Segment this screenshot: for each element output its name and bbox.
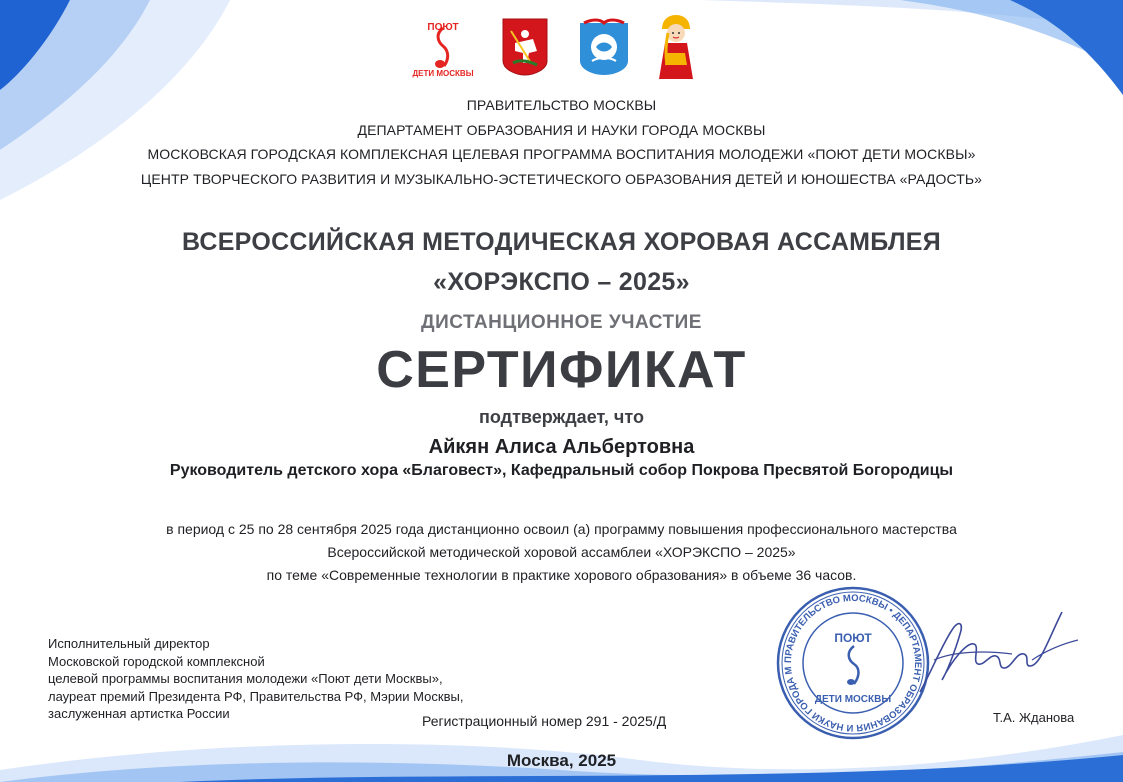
organization-line: ДЕПАРТАМЕНТ ОБРАЗОВАНИЯ И НАУКИ ГОРОДА МОСКВЫ <box>357 121 766 138</box>
participation-type: ДИСТАНЦИОННОЕ УЧАСТИЕ <box>421 312 702 333</box>
event-title-line2: «ХОРЭКСПО – 2025» <box>433 268 690 296</box>
event-title-line1: ВСЕРОССИЙСКАЯ МЕТОДИЧЕСКАЯ ХОРОВАЯ АССАМБЛЕЯ <box>181 228 942 256</box>
organization-line: МОСКОВСКАЯ ГОРОДСКАЯ КОМПЛЕКСНАЯ ЦЕЛЕВАЯ ПРОГРАММА ВОСПИТАНИЯ МОЛОДЕЖИ «ПОЮТ ДЕТИ МОСКВЫ» <box>147 146 976 162</box>
position-line: лауреат премий Президента РФ, Правительства РФ, Мэрии Москвы, <box>48 688 464 704</box>
certificate-body <box>0 518 1123 587</box>
recipient-name: Айкян Алиса Альбертовна <box>428 436 695 458</box>
position-line: целевой программы воспитания молодежи «Поют дети Москвы», <box>48 671 443 686</box>
signatory-name: Т.А. Жданова <box>993 710 1075 725</box>
svg-text:ПРАВИТЕЛЬСТВО МОСКВЫ • ДЕПАРТА: ПРАВИТЕЛЬСТВО МОСКВЫ • ДЕПАРТАМЕНТ ОБРАЗОВАНИЯ И НАУКИ ГОРОДА М <box>782 592 924 734</box>
pyut-deti-moskvy-logo-icon <box>410 16 476 78</box>
body-line: по теме «Современные технологии в практике хорового образования» в объеме 36 часов. <box>266 567 857 583</box>
svg-text:ДЕТИ МОСКВЫ: ДЕТИ МОСКВЫ <box>412 69 474 78</box>
moscow-coat-of-arms-icon <box>501 17 549 77</box>
organization-line: ПРАВИТЕЛЬСТВО МОСКВЫ <box>466 97 657 113</box>
body-line: в период с 25 по 28 сентября 2025 года дистанционно освоил (а) программу повышения профессионального мастерства <box>166 521 957 537</box>
radost-doll-logo-icon <box>657 13 695 81</box>
organization-list <box>0 93 1123 191</box>
svg-text:ПОЮТ: ПОЮТ <box>834 631 872 645</box>
registration-number: Регистрационный номер 291 - 2025/Д <box>422 713 667 729</box>
position-line: Московской городской комплексной <box>48 653 265 669</box>
recipient-role: Руководитель детского хора «Благовест», Кафедральный собор Покрова Пресвятой Богородицы <box>169 462 954 479</box>
body-line: Всероссийской методической хоровой ассамблеи «ХОРЭКСПО – 2025» <box>327 544 796 560</box>
handwritten-signature <box>912 600 1082 705</box>
signatory-position <box>48 635 463 723</box>
round-seal-stamp-icon <box>774 584 932 742</box>
education-department-logo-icon <box>578 17 630 77</box>
position-line: заслуженная артистка России <box>48 706 230 721</box>
svg-text:ПОЮТ: ПОЮТ <box>427 22 459 33</box>
certificate-heading: СЕРТИФИКАТ <box>376 341 747 399</box>
city-year: Москва, 2025 <box>506 751 617 770</box>
position-line: Исполнительный директор <box>48 636 210 651</box>
svg-text:ДЕТИ МОСКВЫ: ДЕТИ МОСКВЫ <box>814 694 892 705</box>
confirms-text: подтверждает, что <box>479 407 644 427</box>
organization-line: ЦЕНТР ТВОРЧЕСКОГО РАЗВИТИЯ И МУЗЫКАЛЬНО-ЭСТЕТИЧЕСКОГО ОБРАЗОВАНИЯ ДЕТЕЙ И ЮНОШЕСТВА «РАДОСТЬ» <box>140 170 983 187</box>
